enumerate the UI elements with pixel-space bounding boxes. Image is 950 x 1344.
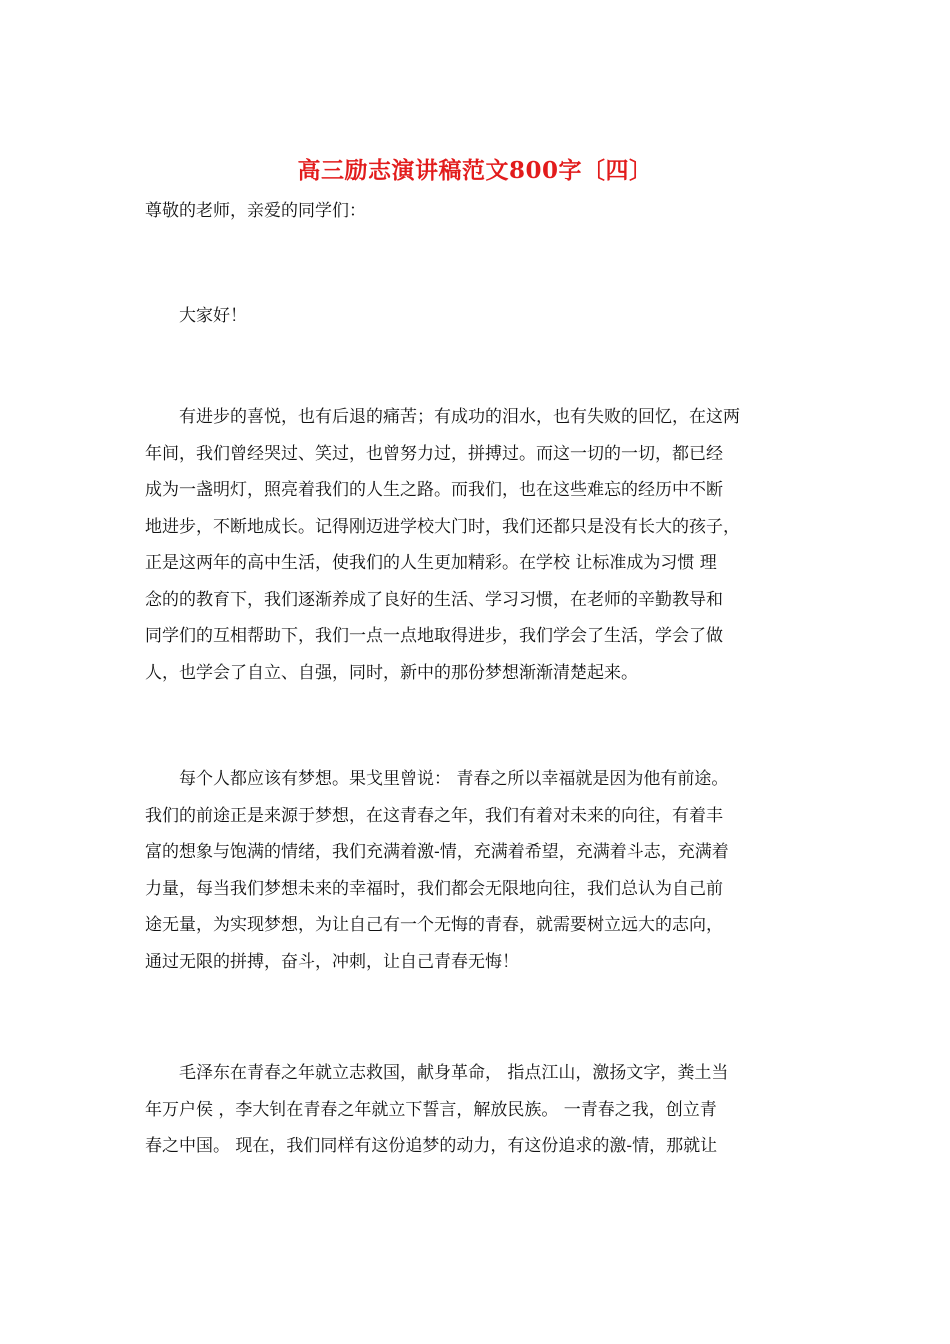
paragraph-line: 人，也学会了自立、自强，同时，新中的那份梦想渐渐清楚起来。 xyxy=(145,662,638,683)
salutation: 尊敬的老师，亲爱的同学们： xyxy=(145,201,366,221)
paragraph-line: 地进步，不断地成长。记得刚迈进学校大门时，我们还都只是没有长大的孩子， xyxy=(145,516,740,537)
paragraph-line: 有进步的喜悦，也有后退的痛苦；有成功的泪水，也有失败的回忆，在这两 xyxy=(145,407,740,427)
paragraph-line: 同学们的互相帮助下，我们一点一点地取得进步，我们学会了生活，学会了做 xyxy=(145,626,723,646)
paragraph-line: 成为一盏明灯，照亮着我们的人生之路。而我们，也在这些难忘的经历中不断 xyxy=(145,480,723,500)
paragraph-3 xyxy=(145,1055,815,1165)
paragraph-line: 每个人都应该有梦想。果戈里曾说： 青春之所以幸福就是因为他有前途。 xyxy=(145,769,729,789)
document-title: 高三励志演讲稿范文800字〔四〕 xyxy=(297,157,653,184)
greeting xyxy=(145,298,815,335)
paragraph-line: 毛泽东在青春之年就立志救国，献身革命， 指点江山，激扬文字，粪土当 xyxy=(145,1063,729,1083)
paragraph-line: 富的想象与饱满的情绪，我们充满着激-情，充满着希望，充满着斗志，充满着 xyxy=(145,842,729,862)
paragraph-line: 春之中国。 现在，我们同样有这份追梦的动力，有这份追求的激-情，那就让 xyxy=(145,1136,718,1156)
paragraph-line: 年万户侯 ，李大钊在青春之年就立下誓言，解放民族。 一青春之我，创立青 xyxy=(145,1099,717,1120)
paragraph-1 xyxy=(145,399,815,691)
paragraph-2 xyxy=(145,761,815,980)
paragraph-line: 力量，每当我们梦想未来的幸福时，我们都会无限地向往，我们总认为自己前 xyxy=(145,878,723,899)
paragraph-line: 正是这两年的高中生活，使我们的人生更加精彩。在学校 让标准成为习惯 理 xyxy=(145,553,717,573)
paragraph-line: 年间，我们曾经哭过、笑过，也曾努力过，拼搏过。而这一切的一切，都已经 xyxy=(145,443,723,464)
paragraph-line: 我们的前途正是来源于梦想，在这青春之年，我们有着对未来的向往，有着丰 xyxy=(145,805,723,826)
greeting-line: 大家好！ xyxy=(145,306,247,326)
paragraph-line: 念的的教育下，我们逐渐养成了良好的生活、学习习惯，在老师的辛勤教导和 xyxy=(145,589,723,610)
paragraph-line: 途无量，为实现梦想，为让自己有一个无悔的青春，就需要树立远大的志向， xyxy=(145,915,723,935)
paragraph-line: 通过无限的拼搏，奋斗，冲刺，让自己青春无悔！ xyxy=(145,951,519,972)
